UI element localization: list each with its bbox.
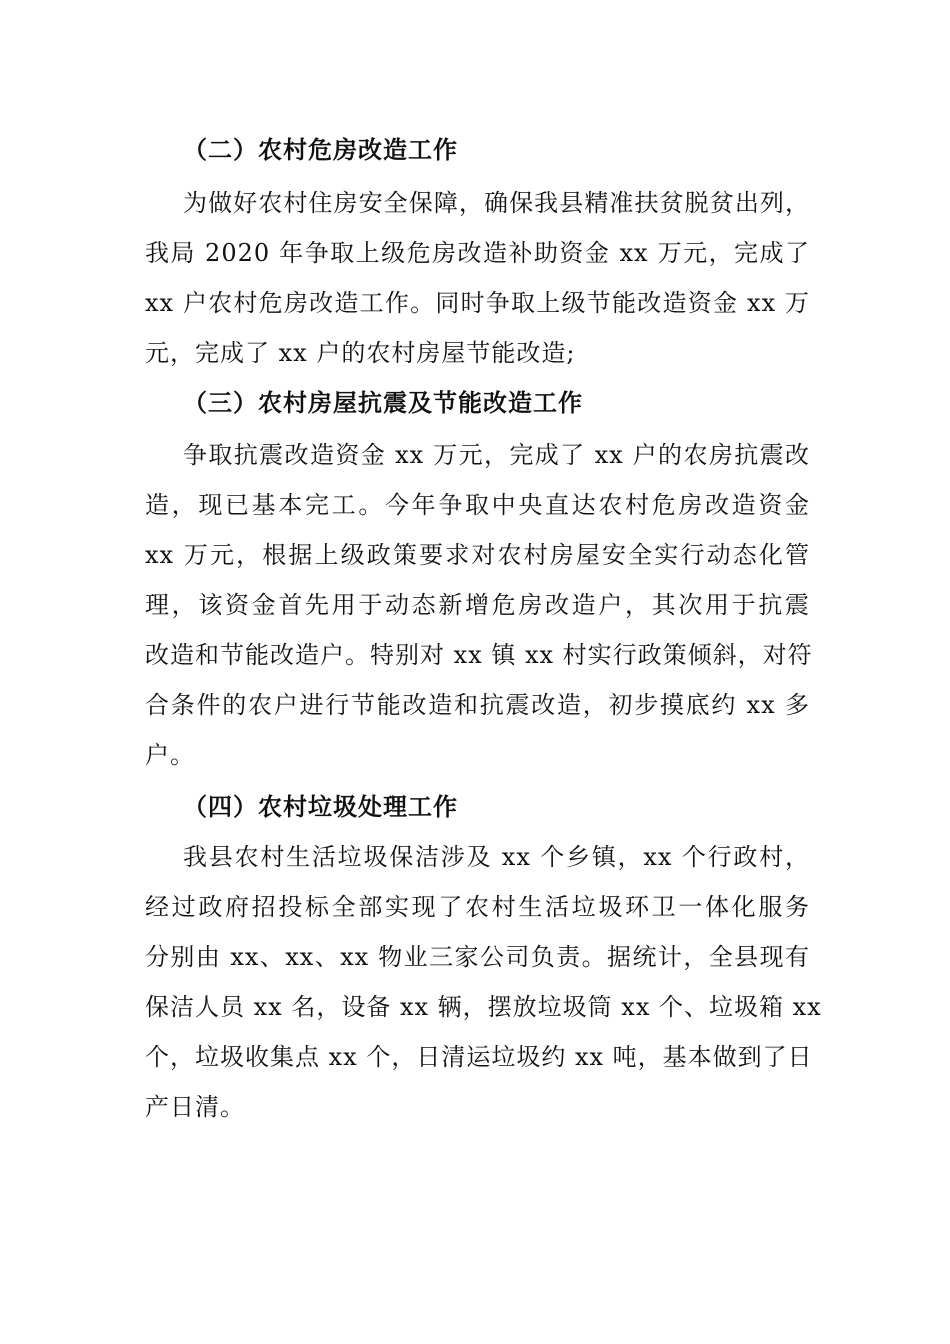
paragraph-line: 理，该资金首先用于动态新增危房改造户，其次用于抗震 <box>145 591 810 619</box>
section-heading-4: （四）农村垃圾处理工作 <box>183 793 458 821</box>
paragraph-line: 经过政府招投标全部实现了农村生活垃圾环卫一体化服务 <box>145 893 810 921</box>
paragraph-line: 户。 <box>145 741 195 769</box>
paragraph-line: 元，完成了 xx 户的农村房屋节能改造; <box>145 339 576 367</box>
paragraph-line: 个，垃圾收集点 xx 个，日清运垃圾约 xx 吨，基本做到了日 <box>145 1043 813 1071</box>
section-heading-2: （二）农村危房改造工作 <box>183 136 458 164</box>
section-heading-3: （三）农村房屋抗震及节能改造工作 <box>183 389 583 417</box>
paragraph-line: 争取抗震改造资金 xx 万元，完成了 xx 户的农房抗震改 <box>183 441 810 469</box>
paragraph-line: 分别由 xx、xx、xx 物业三家公司负责。据统计，全县现有 <box>145 943 810 971</box>
paragraph-line: 合条件的农户进行节能改造和抗震改造，初步摸底约 xx 多 <box>145 691 810 719</box>
paragraph-line: 改造和节能改造户。特别对 xx 镇 xx 村实行政策倾斜，对符 <box>145 641 813 669</box>
paragraph-line: 为做好农村住房安全保障，确保我县精准扶贫脱贫出列， <box>183 189 810 217</box>
paragraph-line: xx 户农村危房改造工作。同时争取上级节能改造资金 xx 万 <box>145 289 810 317</box>
paragraph-line: 造，现已基本完工。今年争取中央直达农村危房改造资金 <box>145 491 810 519</box>
paragraph-line: 产日清。 <box>145 1093 245 1121</box>
paragraph-line: 我局 2020 年争取上级危房改造补助资金 xx 万元，完成了 <box>145 239 810 267</box>
paragraph-line: 保洁人员 xx 名，设备 xx 辆，摆放垃圾筒 xx 个、垃圾箱 xx <box>145 993 822 1021</box>
paragraph-line: xx 万元，根据上级政策要求对农村房屋安全实行动态化管 <box>145 541 810 569</box>
paragraph-line: 我县农村生活垃圾保洁涉及 xx 个乡镇，xx 个行政村， <box>183 843 810 871</box>
